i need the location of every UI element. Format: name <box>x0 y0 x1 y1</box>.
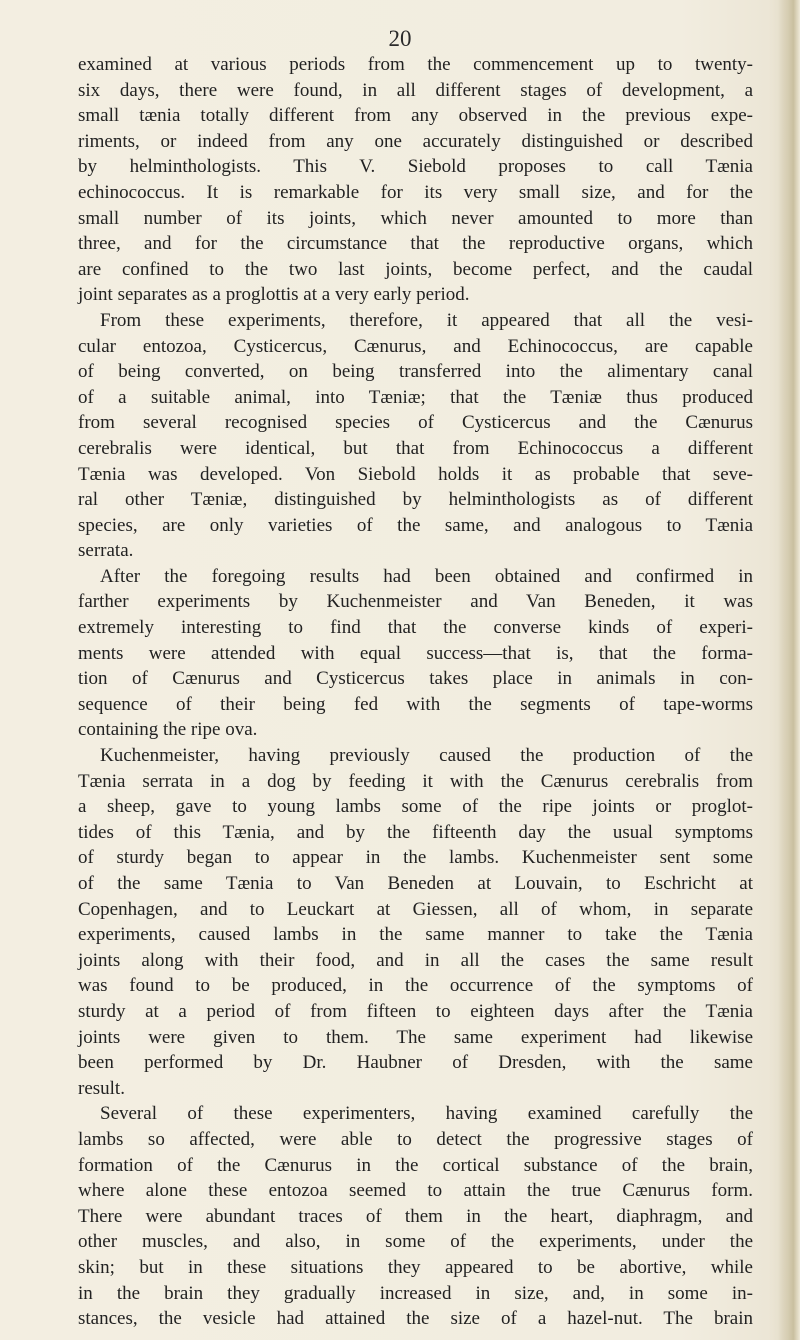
text-line: joint separates as a proglottis at a very early period. <box>78 284 470 306</box>
text-line: of sturdy began to appear in the lambs. Kuchenmeister sent some <box>78 847 753 869</box>
text-line: echinococcus. It is remarkable for its very small size, and for the <box>78 181 753 203</box>
text-line: been performed by Dr. Haubner of Dresden, with the same <box>78 1052 753 1074</box>
text-line: Copenhagen, and to Leuckart at Giessen, all of whom, in separate <box>78 898 753 920</box>
text-line: skin; but in these situations they appeared to be abortive, while <box>78 1256 753 1278</box>
text-line: There were abundant traces of them in the heart, diaphragm, and <box>78 1205 753 1227</box>
text-line: six days, there were found, in all different stages of development, a <box>78 79 753 101</box>
text-line: was found to be produced, in the occurrence of the symptoms of <box>78 975 753 997</box>
text-line: from several recognised species of Cysticercus and the Cænurus <box>78 412 753 434</box>
text-line: species, are only varieties of the same, and analogous to Tænia <box>78 514 753 536</box>
text-line: tides of this Tænia, and by the fifteenth day the usual symptoms <box>78 821 753 843</box>
text-line: ments were attended with equal success—that is, that the forma- <box>78 642 753 664</box>
text-line: cerebralis were identical, but that from Echinococcus a different <box>78 437 753 459</box>
text-line: small tænia totally different from any observed in the previous expe- <box>78 105 753 127</box>
text-line: of the same Tænia to Van Beneden at Louvain, to Eschricht at <box>78 873 753 894</box>
text-line: small number of its joints, which never amounted to more than <box>78 207 753 229</box>
text-line: where alone these entozoa seemed to attain the true Cænurus form. <box>78 1180 753 1202</box>
text-line: are confined to the two last joints, become perfect, and the caudal <box>78 258 753 280</box>
text-line: lambs so affected, were able to detect the progressive stages of <box>78 1128 753 1150</box>
page-number: 20 <box>388 26 412 51</box>
text-line: result. <box>78 1077 125 1099</box>
text-line: experiments, caused lambs in the same manner to take the Tænia <box>78 924 753 946</box>
text-line: sturdy at a period of from fifteen to eighteen days after the Tænia <box>78 1000 753 1022</box>
text-line: cular entozoa, Cysticercus, Cænurus, and Echinococcus, are capable <box>78 335 753 357</box>
text-line: by helminthologists. This V. Siebold proposes to call Tænia <box>78 156 753 178</box>
text-line: joints along with their food, and in all the cases the same result <box>78 949 753 971</box>
text-line: three, and for the circumstance that the reproductive organs, which <box>78 233 753 255</box>
page-edge <box>778 0 800 1340</box>
text-line: farther experiments by Kuchenmeister and Van Beneden, it was <box>78 591 753 613</box>
text-line: other muscles, and also, in some of the experiments, under the <box>78 1231 753 1253</box>
text-line: tion of Cænurus and Cysticercus takes place in animals in con- <box>78 668 753 690</box>
text-line: From these experiments, therefore, it appeared that all the vesi- <box>100 309 753 331</box>
text-line: Tænia serrata in a dog by feeding it with the Cænurus cerebralis from <box>78 770 753 792</box>
body-text <box>78 52 753 1332</box>
text-line: of a suitable animal, into Tæniæ; that the Tæniæ thus produced <box>78 386 753 408</box>
text-line: Kuchenmeister, having previously caused the production of the <box>100 745 753 767</box>
text-line: of being converted, on being transferred into the alimentary canal <box>78 361 753 383</box>
text-line: Tænia was developed. Von Siebold holds it as probable that seve- <box>78 463 753 485</box>
text-line: containing the ripe ova. <box>78 719 258 741</box>
text-line: extremely interesting to find that the converse kinds of experi- <box>78 617 753 639</box>
text-line: a sheep, gave to young lambs some of the ripe joints or proglot- <box>78 796 753 818</box>
text-line: in the brain they gradually increased in size, and, in some in- <box>78 1282 753 1304</box>
text-line: sequence of their being fed with the segments of tape-worms <box>78 693 753 715</box>
text-line: formation of the Cænurus in the cortical substance of the brain, <box>78 1154 753 1176</box>
text-line: After the foregoing results had been obtained and confirmed in <box>100 565 753 587</box>
text-line: examined at various periods from the commencement up to twenty- <box>78 54 753 75</box>
text-line: stances, the vesicle had attained the size of a hazel-nut. The brain <box>78 1308 753 1330</box>
text-line: riments, or indeed from any one accurately distinguished or described <box>78 130 753 152</box>
text-line: joints were given to them. The same experiment had likewise <box>78 1026 753 1048</box>
text-line: Several of these experimenters, having examined carefully the <box>100 1103 753 1125</box>
text-line: serrata. <box>78 540 134 562</box>
text-line: ral other Tæniæ, distinguished by helminthologists as of different <box>78 489 753 511</box>
